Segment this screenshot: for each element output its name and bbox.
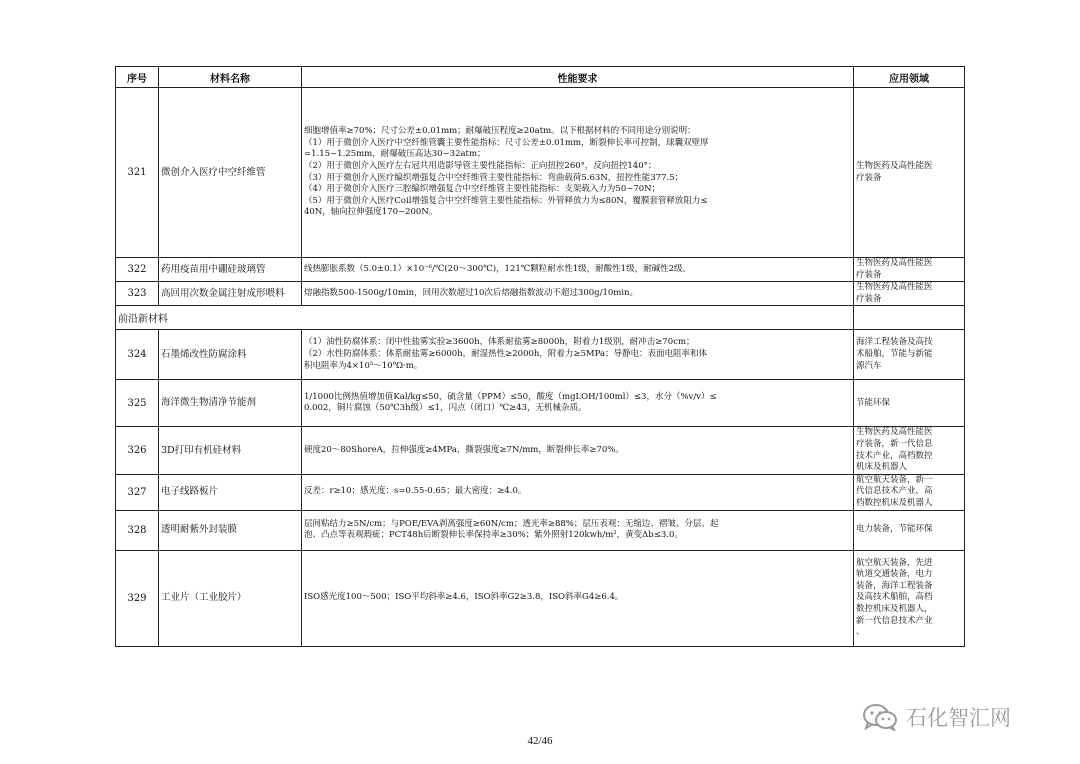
cell-application: [854, 88, 965, 258]
table-row: [116, 550, 965, 646]
application-line: 机床及机器人: [856, 462, 908, 473]
cell-application: [854, 282, 965, 306]
performance-line: 1/1000比例热值增加值Kal/kg≤50，硫含量（PPM）≤50，酸度（mgLOH/100ml）≤3，水分（%v/v）≤: [304, 391, 717, 402]
cell-application: [854, 550, 965, 646]
cell-application: [854, 427, 965, 474]
application-line: 疗装备: [856, 269, 882, 280]
cell-seq: 324: [116, 330, 159, 380]
cell-material-name: 3D打印有机硅材料: [159, 427, 302, 474]
application-line: 数控机床及机器人，: [856, 604, 933, 615]
cell-seq: 325: [116, 380, 159, 427]
cell-performance: [302, 474, 854, 510]
performance-line: （5）用于微创介入医疗Coil增强复合中空纤维管主要性能指标：外管释放力为≤80N，覆膜套管释放阻力≤: [304, 195, 708, 206]
performance-line: ISO感光度100～500；ISO平均斜率≥4.6，ISO斜率G2≥3.8，ISO斜率G4≥6.4。: [304, 592, 624, 603]
watermark: [862, 702, 1011, 732]
cell-seq: 321: [116, 88, 159, 258]
table-row: [116, 88, 965, 258]
application-line: 技术产业，高档数控: [856, 450, 933, 461]
table-row: [116, 427, 965, 474]
performance-line: （1）用于微创介入医疗中空纤维管囊主要性能指标：尺寸公差±0.01mm，断裂伸长率可控制，球囊双壁厚: [304, 137, 709, 148]
performance-line: 反差：r≥10；感光度：s=0.55-0.65；最大密度：≥4.0。: [304, 486, 527, 497]
performance-line: 层间粘结力≥5N/cm；与POE/EVA剥离强度≥60N/cm；透光率≥88%；层压表观：无缩边、褶皱、分层、起: [304, 518, 719, 529]
application-line: 生物医药及高性能医: [856, 160, 933, 171]
application-line: 疗装备，新一代信息: [856, 438, 933, 449]
application-line: 术船舶，节能与新能: [856, 349, 933, 360]
section-empty-cell: [854, 306, 965, 330]
application-line: 节能环保: [856, 397, 891, 408]
performance-line: 0.002，铜片腐蚀（50℃3h级）≤1，闪点（闭口）℃≥43，无机械杂质。: [304, 403, 587, 414]
application-line: 海洋工程装备及高技: [856, 337, 933, 348]
cell-seq: 328: [116, 510, 159, 550]
cell-seq: 327: [116, 474, 159, 510]
header-seq: 序号: [116, 67, 159, 88]
cell-application: [854, 380, 965, 427]
application-line: 生物医药及高性能医: [856, 427, 933, 438]
cell-performance: [302, 330, 854, 380]
cell-application: [854, 510, 965, 550]
application-line: 及高技术船舶，高档: [856, 592, 933, 603]
performance-line: 熔融指数500-1500g/10min，回用次数超过10次后熔融指数波动不超过300g/10min。: [304, 287, 639, 298]
application-line: 疗装备: [856, 172, 882, 183]
performance-line: （3）用于微创介入医疗编织增强复合中空纤维管主要性能指标：弯曲载荷5.63N，扭控性能377.5；: [304, 172, 684, 183]
cell-application: [854, 330, 965, 380]
performance-line: （4）用于微创介入医疗三腔编织增强复合中空纤维管主要性能指标：支架载入力为50~70N；: [304, 184, 661, 195]
cell-seq: 326: [116, 427, 159, 474]
header-performance: 性能要求: [302, 67, 854, 88]
application-line: 生物医药及高性能医: [856, 258, 933, 268]
cell-performance: [302, 427, 854, 474]
cell-seq: 329: [116, 550, 159, 646]
performance-line: （1）油性防腐体系：闭中性盐雾实验≥3600h，体系耐盐雾≥8000h，附着力1级别，耐冲击≥70cm；: [304, 337, 695, 348]
materials-table: [115, 66, 965, 647]
table-row: [116, 510, 965, 550]
table-row: [116, 380, 965, 427]
table-body: [116, 88, 965, 647]
cell-performance: [302, 258, 854, 282]
performance-line: 40N，轴向拉伸强度170~200N。: [304, 207, 438, 218]
header-application: 应用领域: [854, 67, 965, 88]
table-row: [116, 330, 965, 380]
application-line: 疗装备: [856, 293, 882, 304]
table-row: [116, 282, 965, 306]
cell-performance: [302, 88, 854, 258]
application-line: 、: [856, 627, 865, 638]
table-row: [116, 258, 965, 282]
cell-material-name: 石墨烯改性防腐涂料: [159, 330, 302, 380]
performance-line: =1.15~1.25mm，耐爆破压高达30~32atm；: [304, 149, 486, 160]
cell-material-name: 高回用次数金属注射成形喂料: [159, 282, 302, 306]
application-line: 电力装备，节能环保: [856, 524, 933, 535]
performance-line: 泡、凸点等表观瑕疵；PCT48h后断裂伸长率保持率≥30%；紫外照射120kwh/m²，黄变Δb≤3.0。: [304, 530, 683, 541]
watermark-text: 石化智汇网: [906, 706, 1011, 730]
cell-material-name: 透明耐紫外封装膜: [159, 510, 302, 550]
application-line: 装备，海洋工程装备: [856, 580, 933, 591]
table-row: [116, 474, 965, 510]
application-line: 源汽车: [856, 360, 882, 371]
cell-performance: [302, 282, 854, 306]
cell-material-name: 工业片（工业胶片）: [159, 550, 302, 646]
application-line: 航空航天装备，先进: [856, 557, 933, 568]
performance-line: 线热膨胀系数（5.0±0.1）×10⁻⁶/℃(20～300℃)，121℃颗粒耐水性1级，耐酸性1级，耐碱性2级。: [304, 263, 692, 274]
cell-performance: [302, 380, 854, 427]
application-line: 新一代信息技术产业: [856, 615, 933, 626]
performance-line: 硬度20～80ShoreA，拉伸强度≥4MPa，撕裂强度≥7N/mm，断裂伸长率≥70%。: [304, 444, 624, 455]
page-number: 42/46: [527, 735, 553, 747]
table-header-row: [116, 67, 965, 88]
cell-seq: 322: [116, 258, 159, 282]
performance-line: 积电阻率为4×10⁵～10⁹Ω·m。: [304, 360, 423, 371]
application-line: 航空航天装备，新一: [856, 474, 933, 485]
performance-line: （2）用于微创介入医疗左右冠共用造影导管主要性能指标：正向扭控260°，反向扭控140°；: [304, 160, 657, 171]
application-line: 生物医药及高性能医: [856, 282, 933, 293]
header-material-name: 材料名称: [159, 67, 302, 88]
cell-material-name: 微创介入医疗中空纤维管: [159, 88, 302, 258]
cell-material-name: 海洋微生物清净节能剂: [159, 380, 302, 427]
cell-material-name: 药用疫苗用中硼硅玻璃管: [159, 258, 302, 282]
cell-performance: [302, 510, 854, 550]
application-line: 档数控机床及机器人: [856, 498, 933, 509]
section-title: 前沿新材料: [116, 306, 854, 330]
application-line: 代信息技术产业，高: [856, 486, 933, 497]
cell-application: [854, 258, 965, 282]
section-row: [116, 306, 965, 330]
performance-line: （2）水性防腐体系：体系耐盐雾≥6000h，耐湿热性≥2000h，附着力≥5MPa；导静电：表面电阻率和体: [304, 349, 708, 360]
application-line: 轨道交通装备，电力: [856, 569, 933, 580]
cell-material-name: 电子线路板片: [159, 474, 302, 510]
cell-performance: [302, 550, 854, 646]
performance-line: 细胞增值率≥70%；尺寸公差±0.01mm；耐爆破压程度≥20atm。以下根据材料的不同用途分别说明：: [304, 126, 696, 137]
wechat-icon: [862, 703, 898, 731]
cell-application: [854, 474, 965, 510]
cell-seq: 323: [116, 282, 159, 306]
